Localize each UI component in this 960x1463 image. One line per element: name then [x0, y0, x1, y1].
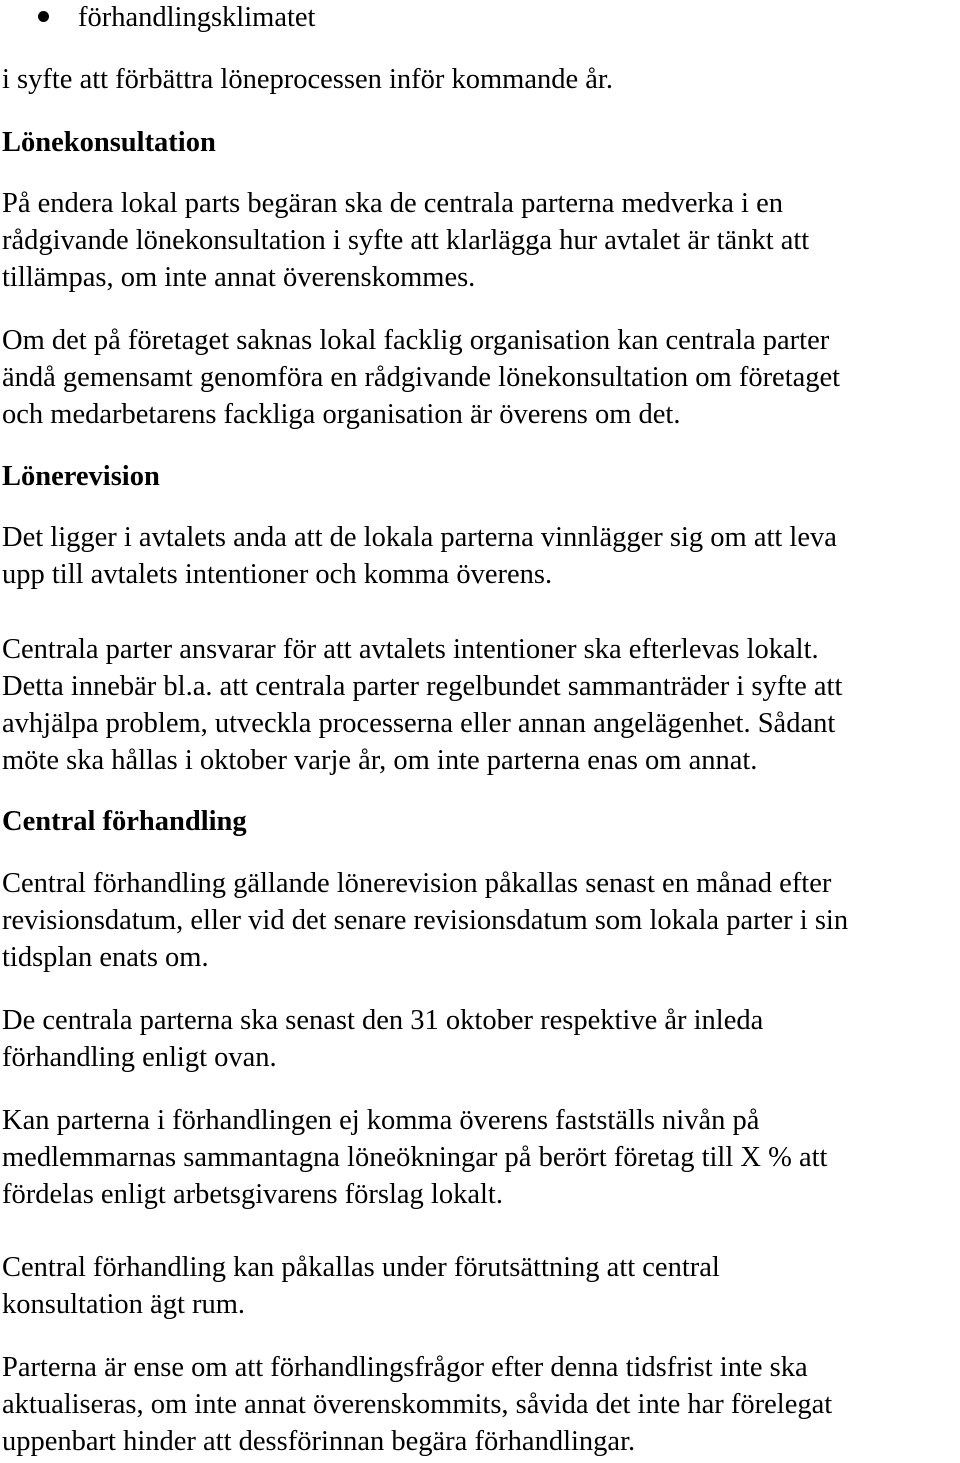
- paragraph-line: förhandling enligt ovan.: [2, 1042, 277, 1073]
- paragraph-line: konsultation ägt rum.: [2, 1289, 246, 1320]
- section-heading-lonerevision: Lönerevision: [2, 461, 160, 492]
- paragraph-central-5: [2, 1349, 960, 1460]
- paragraph-line: Kan parterna i förhandlingen ej komma överens fastställs nivån på: [2, 1105, 760, 1136]
- paragraph-line: revisionsdatum, eller vid det senare revisionsdatum som lokala parter i sin: [2, 905, 849, 936]
- paragraph-central-1: [2, 865, 960, 976]
- paragraph-line: i syfte att förbättra löneprocessen inför kommande år.: [2, 64, 613, 95]
- paragraph-central-4: [2, 1249, 960, 1323]
- paragraph-line: fördelas enligt arbetsgivarens förslag lokalt.: [2, 1179, 503, 1210]
- paragraph-line: uppenbart hinder att dessförinnan begära förhandlingar.: [2, 1426, 636, 1457]
- paragraph-line: tidsplan enats om.: [2, 942, 209, 973]
- paragraph-line: upp till avtalets intentioner och komma överens.: [2, 559, 553, 590]
- paragraph-line: Centrala parter ansvarar för att avtalets intentioner ska efterlevas lokalt.: [2, 634, 819, 665]
- section-heading-central-forhandling: Central förhandling: [2, 806, 247, 837]
- paragraph-line: medlemmarnas sammantagna löneökningar på berört företag till X % att: [2, 1142, 828, 1173]
- paragraph-line: tillämpas, om inte annat överenskommes.: [2, 262, 476, 293]
- bullet-item-text: förhandlingsklimatet: [78, 2, 316, 33]
- paragraph-line: rådgivande lönekonsultation i syfte att klarlägga hur avtalet är tänkt att: [2, 225, 810, 256]
- paragraph-central-2: [2, 1002, 960, 1076]
- paragraph-lonekonsultation-2: [2, 322, 960, 433]
- section-heading-lonekonsultation: Lönekonsultation: [2, 127, 216, 158]
- bullet-item: [0, 0, 960, 36]
- paragraph-lonekonsultation-1: [2, 185, 960, 296]
- paragraph-line: Det ligger i avtalets anda att de lokala parterna vinnlägger sig om att leva: [2, 522, 837, 553]
- paragraph-line: Detta innebär bl.a. att centrala parter regelbundet sammanträder i syfte att: [2, 671, 843, 702]
- paragraph-line: På endera lokal parts begäran ska de centrala parterna medverka i en: [2, 188, 783, 219]
- paragraph-line: De centrala parterna ska senast den 31 oktober respektive år inleda: [2, 1005, 764, 1036]
- paragraph-line: aktualiseras, om inte annat överenskommits, såvida det inte har förelegat: [2, 1389, 833, 1420]
- paragraph-line: avhjälpa problem, utveckla processerna eller annan angelägenhet. Sådant: [2, 708, 836, 739]
- paragraph-central-3: [2, 1102, 960, 1213]
- paragraph-line: Central förhandling kan påkallas under förutsättning att central: [2, 1252, 720, 1283]
- bullet-dot-icon: [38, 11, 49, 22]
- paragraph-lonerevision-2: [2, 631, 960, 779]
- paragraph-line: möte ska hållas i oktober varje år, om inte parterna enas om annat.: [2, 745, 758, 776]
- paragraph-lonerevision-1: [2, 519, 960, 593]
- intro-paragraph: [2, 61, 960, 98]
- paragraph-line: Parterna är ense om att förhandlingsfrågor efter denna tidsfrist inte ska: [2, 1352, 808, 1383]
- paragraph-line: ändå gemensamt genomföra en rådgivande lönekonsultation om företaget: [2, 362, 841, 393]
- paragraph-line: Central förhandling gällande lönerevision påkallas senast en månad efter: [2, 868, 832, 899]
- paragraph-line: och medarbetarens fackliga organisation är överens om det.: [2, 399, 681, 430]
- paragraph-line: Om det på företaget saknas lokal facklig organisation kan centrala parter: [2, 325, 830, 356]
